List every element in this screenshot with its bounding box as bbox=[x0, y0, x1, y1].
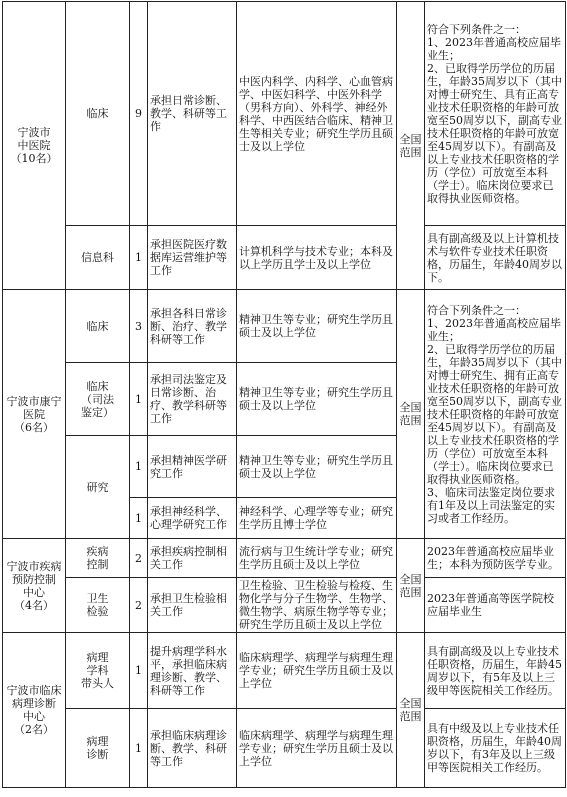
table-row bbox=[3, 290, 566, 363]
scope-line: 全国 bbox=[399, 572, 422, 586]
post-name: 学科 bbox=[86, 664, 109, 677]
table-row bbox=[3, 709, 566, 788]
post-name-cell bbox=[66, 2, 130, 226]
post-name: 信息科 bbox=[81, 251, 114, 264]
unit-name-line: 病理诊断 bbox=[12, 697, 56, 710]
duty-cell: 承担各科日常诊断、治疗、教学科研等工作 bbox=[148, 290, 237, 363]
post-name: 研究 bbox=[86, 480, 109, 494]
post-name: 检验 bbox=[86, 605, 109, 618]
post-name: 临床 bbox=[86, 379, 109, 393]
scope-cell bbox=[397, 633, 425, 788]
requirement-text: 2、已取得学历学位的历届生，年龄35周岁以下（其中对博士研究生、具有正高专业技术任职资格的年龄可放宽至50周岁以下，副高专业技术任职资格的年龄可放宽至45周岁以下）。有副高及以上专业技术任职资格的学历（学位）可放宽至本科（学士）。临床岗位要求已取得执业医师资格。 bbox=[427, 61, 562, 205]
scope-line: 全国 bbox=[399, 697, 422, 710]
headcount-cell: 1 bbox=[130, 226, 148, 290]
major-cell: 精神卫生等专业；研究生学历且硕士及以上学位 bbox=[237, 436, 397, 498]
headcount-cell: 1 bbox=[130, 436, 148, 498]
post-name-cell bbox=[66, 290, 130, 363]
table-row bbox=[3, 578, 566, 633]
post-name: 病理 bbox=[86, 735, 109, 748]
duty-cell: 承担医院医疗数据库运营维护等工作 bbox=[148, 226, 237, 290]
unit-name-line: 宁波市康宁 bbox=[6, 394, 62, 408]
headcount-cell: 2 bbox=[130, 578, 148, 633]
unit-name-cell bbox=[3, 2, 66, 290]
post-name-cell bbox=[66, 633, 130, 709]
unit-name-line: 中心 bbox=[23, 710, 45, 723]
headcount-cell: 1 bbox=[130, 709, 148, 788]
requirements-cell bbox=[425, 2, 566, 226]
post-name-cell bbox=[66, 578, 130, 633]
requirement-text: 1、2023年普通高校应届毕业生； bbox=[427, 316, 561, 343]
unit-name-line: 宁波市疾病 bbox=[6, 559, 62, 573]
requirements-cell: 具有副高级及以上专业技术任职资格，历届生，年龄45周岁以下，有5年及以上三级甲等医院相关工作经历。 bbox=[425, 633, 566, 709]
table-row bbox=[3, 226, 566, 290]
post-name-cell bbox=[66, 436, 130, 539]
headcount-cell: 1 bbox=[130, 363, 148, 436]
unit-name-cell bbox=[3, 633, 66, 788]
table-row bbox=[3, 2, 566, 226]
headcount-cell: 1 bbox=[130, 498, 148, 539]
headcount-cell: 9 bbox=[130, 2, 148, 226]
duty-cell: 承担日常诊断、教学、科研等工作 bbox=[148, 2, 237, 226]
scope-line: 全国 bbox=[399, 401, 422, 414]
scope-line: 范围 bbox=[399, 585, 422, 599]
major-cell: 神经科学、心理学等专业；研究生学历且博士学位 bbox=[237, 498, 397, 539]
requirements-cell bbox=[425, 226, 566, 290]
post-name: 疾病 bbox=[86, 545, 109, 558]
recruitment-table bbox=[2, 1, 566, 788]
unit-name-line: 中医院 bbox=[17, 139, 51, 152]
post-name-cell bbox=[66, 709, 130, 788]
post-name: 带头人 bbox=[81, 677, 114, 690]
unit-name-line: 预防控制 bbox=[12, 572, 56, 586]
post-name: 卫生 bbox=[86, 592, 109, 605]
post-name: 鉴定） bbox=[81, 405, 114, 419]
major-cell: 精神卫生等专业；研究生学历且硕士及以上学位 bbox=[237, 363, 397, 436]
major-cell: 流行病与卫生统计学专业；研究生学历且硕士及以上学位 bbox=[237, 539, 397, 578]
scope-line: 范围 bbox=[399, 414, 422, 427]
unit-name-line: 宁波市临床 bbox=[6, 684, 62, 697]
duty-cell: 承担疾病控制相关工作 bbox=[148, 539, 237, 578]
post-name: 诊断 bbox=[86, 748, 109, 761]
unit-name-line: （6名） bbox=[14, 420, 54, 434]
headcount-cell: 3 bbox=[130, 290, 148, 363]
unit-name-line: （4名） bbox=[14, 598, 54, 612]
requirement-text: 2、已取得学历学位的历届生，年龄35周岁以下（其中对博士研究生、拥有正高专业技术任职资格的年龄可放宽至50周岁以下，副高专业技术任职资格的年龄可放宽至45周岁以下）。有副高及以上专业技术任职资格的学历（学位）可放宽至本科（学士）。临床岗位要求已取得执业医师资格。 bbox=[427, 342, 562, 486]
post-name: （司法 bbox=[81, 392, 114, 406]
requirements-cell: 具有中级及以上专业技术任职资格，历届生，年龄40周岁以下，有3年及以上三级甲等医院相关工作经历。 bbox=[425, 709, 566, 788]
headcount-cell: 1 bbox=[130, 633, 148, 709]
post-name: 病理 bbox=[86, 651, 109, 664]
duty-cell: 承担卫生检验相关工作 bbox=[148, 578, 237, 633]
unit-name-cell bbox=[3, 539, 66, 633]
post-name: 控制 bbox=[86, 558, 109, 571]
table-row bbox=[3, 633, 566, 709]
post-name: 临床 bbox=[86, 319, 109, 333]
scope-line: 范围 bbox=[399, 145, 422, 159]
post-name-cell bbox=[66, 363, 130, 436]
requirement-text: 3、临床司法鉴定岗位要求有1年及以上司法鉴定的实习或者工作经历。 bbox=[427, 485, 555, 525]
duty-cell: 承担司法鉴定及日常诊断、治疗、教学科研等工作 bbox=[148, 363, 237, 436]
headcount-cell: 2 bbox=[130, 539, 148, 578]
major-cell: 精神卫生等专业；研究生学历且硕士及以上学位 bbox=[237, 290, 397, 363]
post-name-cell bbox=[66, 539, 130, 578]
unit-name-line: （10名） bbox=[10, 152, 58, 165]
scope-line: 范围 bbox=[399, 710, 422, 723]
duty-cell: 提升病理学科水平，承担临床病理诊断、教学、科研等工作 bbox=[148, 633, 237, 709]
requirement-text: 符合下列条件之一： bbox=[427, 303, 526, 317]
unit-name-line: 医院 bbox=[23, 407, 45, 421]
major-cell: 中医内科学、内科学、心血管病学、中医妇科学、中医外科学（男科方向）、外科学、神经外科学、中西医结合临床、精神卫生等相关专业；研究生学历且硕士及以上学位 bbox=[237, 2, 397, 226]
unit-name-line: 中心 bbox=[23, 585, 45, 599]
unit-name-line: 宁波市 bbox=[17, 126, 51, 139]
scope-line: 全国 bbox=[399, 132, 422, 146]
requirement-text: 1、2023年普通高校应届毕业生； bbox=[427, 35, 561, 62]
duty-cell: 承担精神医学研究工作 bbox=[148, 436, 237, 498]
unit-name-line: （2名） bbox=[14, 723, 54, 736]
scope-cell bbox=[397, 290, 425, 539]
duty-cell: 承担神经科学、心理学研究工作 bbox=[148, 498, 237, 539]
major-cell: 临床病理学、病理学与病理生理学专业；研究生学历且硕士及以上学位 bbox=[237, 633, 397, 709]
unit-name-cell bbox=[3, 290, 66, 539]
scope-cell bbox=[397, 2, 425, 290]
requirement-text: 符合下列条件之一： bbox=[427, 22, 526, 36]
post-name-cell bbox=[66, 226, 130, 290]
requirements-cell: 2023年普通高校应届毕业生；本科为预防医学专业。 bbox=[425, 539, 566, 578]
post-name: 临床 bbox=[86, 107, 109, 120]
major-cell: 临床病理学、病理学与病理生理学专业；研究生学历且硕士及以上学位 bbox=[237, 709, 397, 788]
major-cell: 卫生检验、卫生检验与检疫、生物化学与分子生物学、生物学、微生物学、病原生物学等专业；研究生学历且硕士及以上学位 bbox=[237, 578, 397, 633]
table-row bbox=[3, 539, 566, 578]
requirements-cell: 2023年普通高等医学院校应届毕业生 bbox=[425, 578, 566, 633]
requirement-text: 具有副高级及以上计算机技术与软件专业技术任职资格，历届生，年龄40周岁以下。 bbox=[427, 231, 562, 284]
requirements-cell bbox=[425, 290, 566, 539]
major-cell: 计算机科学与技术专业；本科及以上学历且学士及以上学位 bbox=[237, 226, 397, 290]
duty-cell: 承担临床病理诊断、教学、科研等工作 bbox=[148, 709, 237, 788]
scope-cell bbox=[397, 539, 425, 633]
